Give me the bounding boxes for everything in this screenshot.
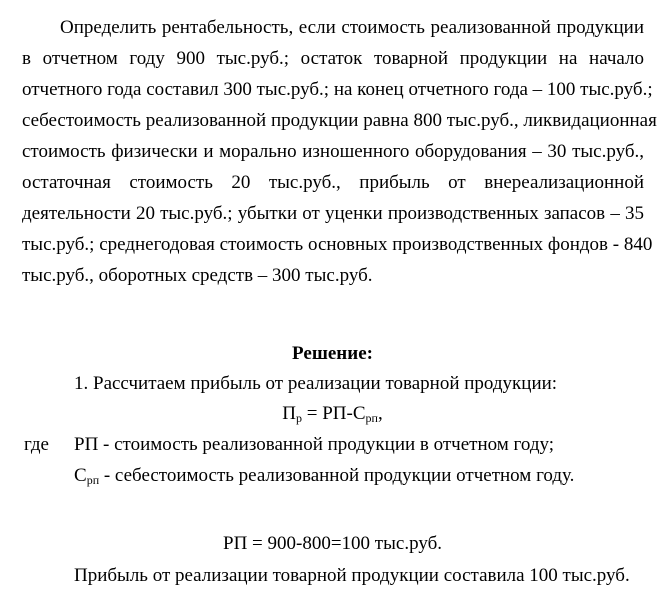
problem-line: стоимость физически и морально изношенного оборудования – 30 тыс.руб., bbox=[22, 141, 644, 162]
solution-heading: Решение: bbox=[292, 343, 373, 364]
result-text: Прибыль от реализации товарной продукции составила 100 тыс.руб. bbox=[74, 565, 630, 586]
formula-tail: , bbox=[377, 403, 383, 424]
profit-formula bbox=[0, 398, 665, 429]
problem-line: Определить рентабельность, если стоимость реализованной продукции bbox=[60, 17, 644, 38]
problem-line: деятельности 20 тыс.руб.; убытки от уценки производственных запасов – 35 bbox=[22, 203, 644, 224]
rp-calculation: РП = 900-800=100 тыс.руб. bbox=[223, 533, 442, 554]
step-1-text: 1. Рассчитаем прибыль от реализации товарной продукции: bbox=[74, 373, 558, 394]
problem-line: тыс.руб.; среднегодовая стоимость основных производственных фондов - 840 bbox=[22, 234, 653, 255]
definition-srp-symbol: С bbox=[74, 465, 87, 486]
problem-line: в отчетном году 900 тыс.руб.; остаток товарной продукции на начало bbox=[22, 48, 644, 69]
problem-line: остаточная стоимость 20 тыс.руб., прибыль от внереализационной bbox=[22, 172, 644, 193]
formula-middle: = РП-С bbox=[302, 403, 366, 424]
problem-line: тыс.руб., оборотных средств – 300 тыс.руб. bbox=[22, 265, 373, 286]
definition-rp: РП - стоимость реализованной продукции в отчетном году; bbox=[74, 434, 555, 455]
definition-srp bbox=[74, 460, 574, 491]
where-word: где bbox=[24, 434, 49, 455]
formula-lhs-subscript: р bbox=[296, 411, 303, 425]
formula-lhs: П bbox=[282, 403, 297, 424]
definition-srp-subscript: рп bbox=[86, 473, 100, 487]
problem-line: отчетного года составил 300 тыс.руб.; на конец отчетного года – 100 тыс.руб.; bbox=[22, 79, 653, 100]
problem-paragraph bbox=[22, 12, 657, 291]
problem-line: себестоимость реализованной продукции равна 800 тыс.руб., ликвидационная bbox=[22, 110, 657, 131]
formula-rhs-subscript: рп bbox=[365, 411, 378, 425]
definition-srp-text: - себестоимость реализованной продукции отчетном году. bbox=[99, 465, 575, 486]
